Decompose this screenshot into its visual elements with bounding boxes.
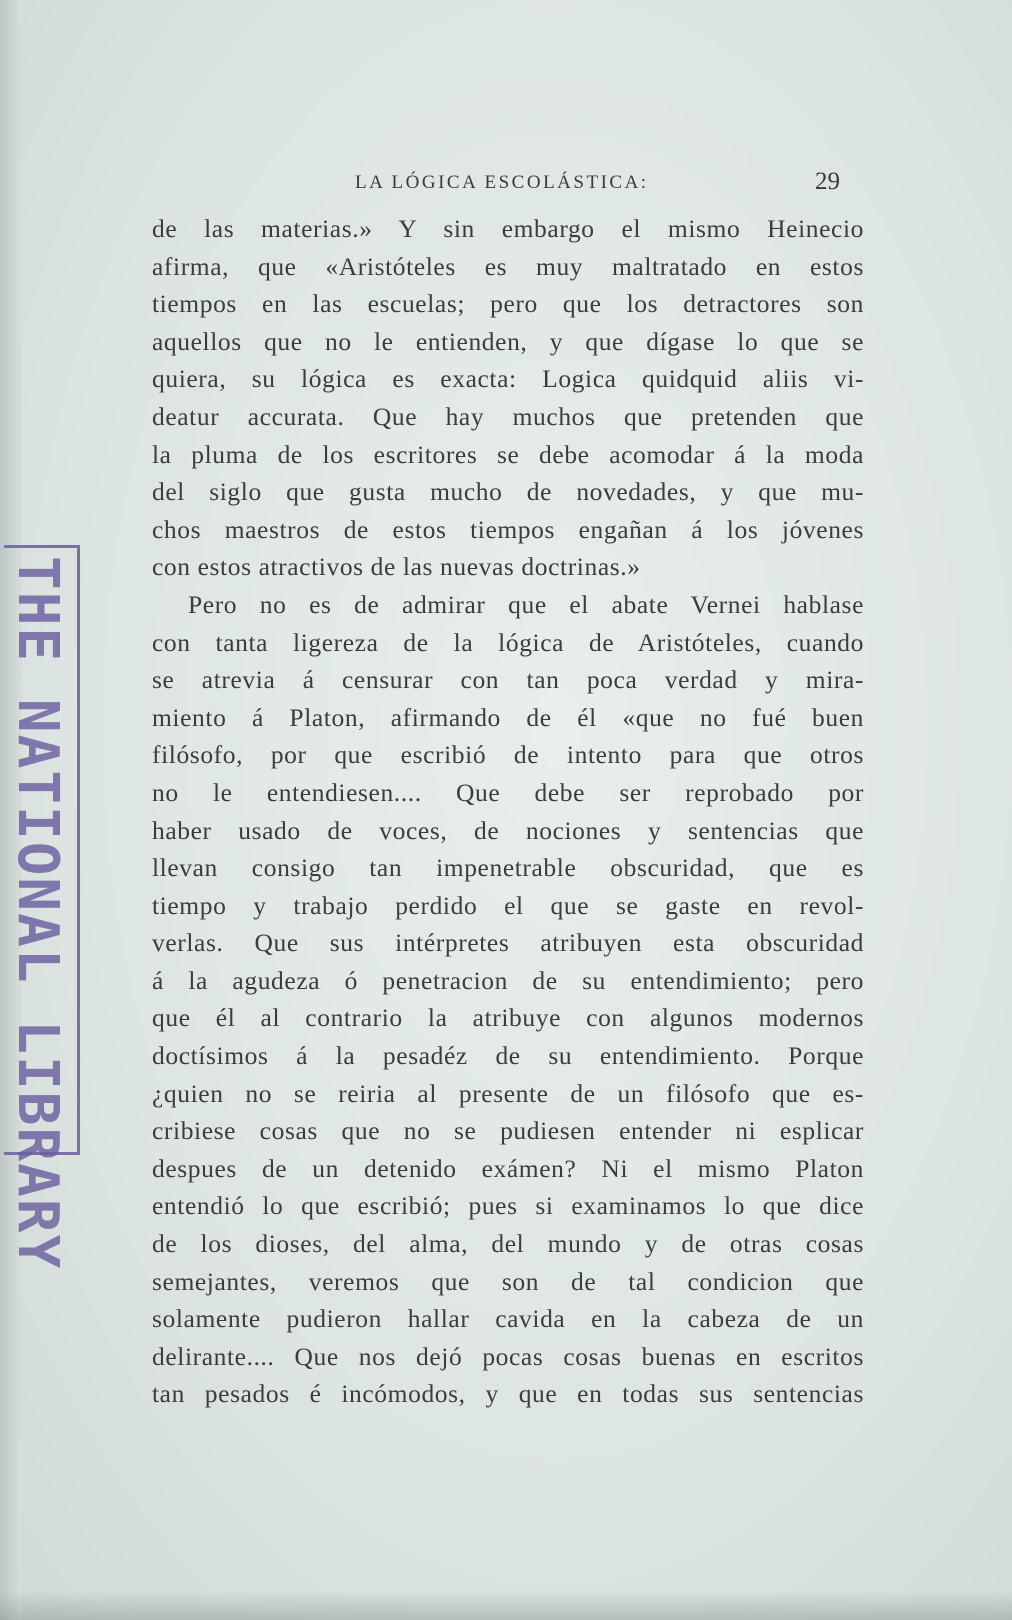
text-line: deatur accurata. Que hay muchos que pretenden que	[152, 401, 864, 431]
text-line: ¿quien no se reiria al presente de un filósofo que es-	[152, 1078, 864, 1108]
page-header	[160, 168, 860, 202]
library-stamp	[4, 545, 80, 1271]
text-line: despues de un detenido exámen? Ni el mismo Platon	[152, 1153, 864, 1183]
text-line: cribiese cosas que no se pudiesen entender ni esplicar	[152, 1116, 864, 1146]
text-line: que él al contrario la atribuye con algunos modernos	[152, 1003, 864, 1033]
text-line: la pluma de los escritores se debe acomodar á la moda	[152, 439, 864, 469]
text-line: tiempos en las escuelas; pero que los detractores son	[152, 289, 864, 319]
text-line: semejantes, veremos que son de tal condicion que	[152, 1266, 864, 1296]
text-line: verlas. Que sus intérpretes atribuyen esta obscuridad	[152, 928, 864, 958]
text-line: con tanta ligereza de la lógica de Aristóteles, cuando	[152, 627, 864, 657]
text-line: miento á Platon, afirmando de él «que no fué buen	[152, 702, 864, 732]
text-line: de los dioses, del alma, del mundo y de otras cosas	[152, 1229, 864, 1259]
text-line: afirma, que «Aristóteles es muy maltratado en estos	[152, 251, 864, 281]
text-line: chos maestros de estos tiempos engañan á los jóvenes	[152, 514, 864, 544]
text-line: á la agudeza ó penetracion de su entendimiento; pero	[152, 965, 864, 995]
text-line: se atrevia á censurar con tan poca verdad y mira-	[152, 665, 864, 695]
text-line: entendió lo que escribió; pues si examinamos lo que dice	[152, 1191, 864, 1221]
page-bottom-edge	[0, 1590, 1012, 1620]
text-line: tan pesados é incómodos, y que en todas sus sentencias	[152, 1379, 864, 1409]
text-line: aquellos que no le entienden, y que dígase lo que se	[152, 326, 864, 356]
text-line: con estos atractivos de las nuevas doctrinas.»	[152, 552, 641, 582]
text-line: tiempo y trabajo perdido el que se gaste en revol-	[152, 890, 864, 920]
text-line: filósofo, por que escribió de intento para que otros	[152, 740, 864, 770]
text-line: llevan consigo tan impenetrable obscuridad, que es	[152, 853, 864, 883]
text-line: no le entendiesen.... Que debe ser reprobado por	[152, 777, 864, 807]
text-line: haber usado de voces, de nociones y sentencias que	[152, 815, 864, 845]
text-line: delirante.... Que nos dejó pocas cosas buenas en escritos	[152, 1341, 864, 1371]
text-line: del siglo que gusta mucho de novedades, y que mu-	[152, 477, 864, 507]
body-text	[152, 210, 864, 1413]
text-line: Pero no es de admirar que el abate Vernei hablase	[188, 589, 864, 619]
page-number: 29	[815, 168, 840, 195]
text-line: quiera, su lógica es exacta: Logica quidquid aliis vi-	[152, 364, 864, 394]
library-stamp-text: THE NATIONAL LIBRARY	[5, 556, 70, 1271]
running-head: LA LÓGICA ESCOLÁSTICA:	[355, 172, 649, 193]
text-line: doctísimos á la pesadéz de su entendimiento. Porque	[152, 1041, 864, 1071]
text-line: solamente pudieron hallar cavida en la cabeza de un	[152, 1304, 864, 1334]
text-line: de las materias.» Y sin embargo el mismo Heinecio	[152, 214, 864, 243]
